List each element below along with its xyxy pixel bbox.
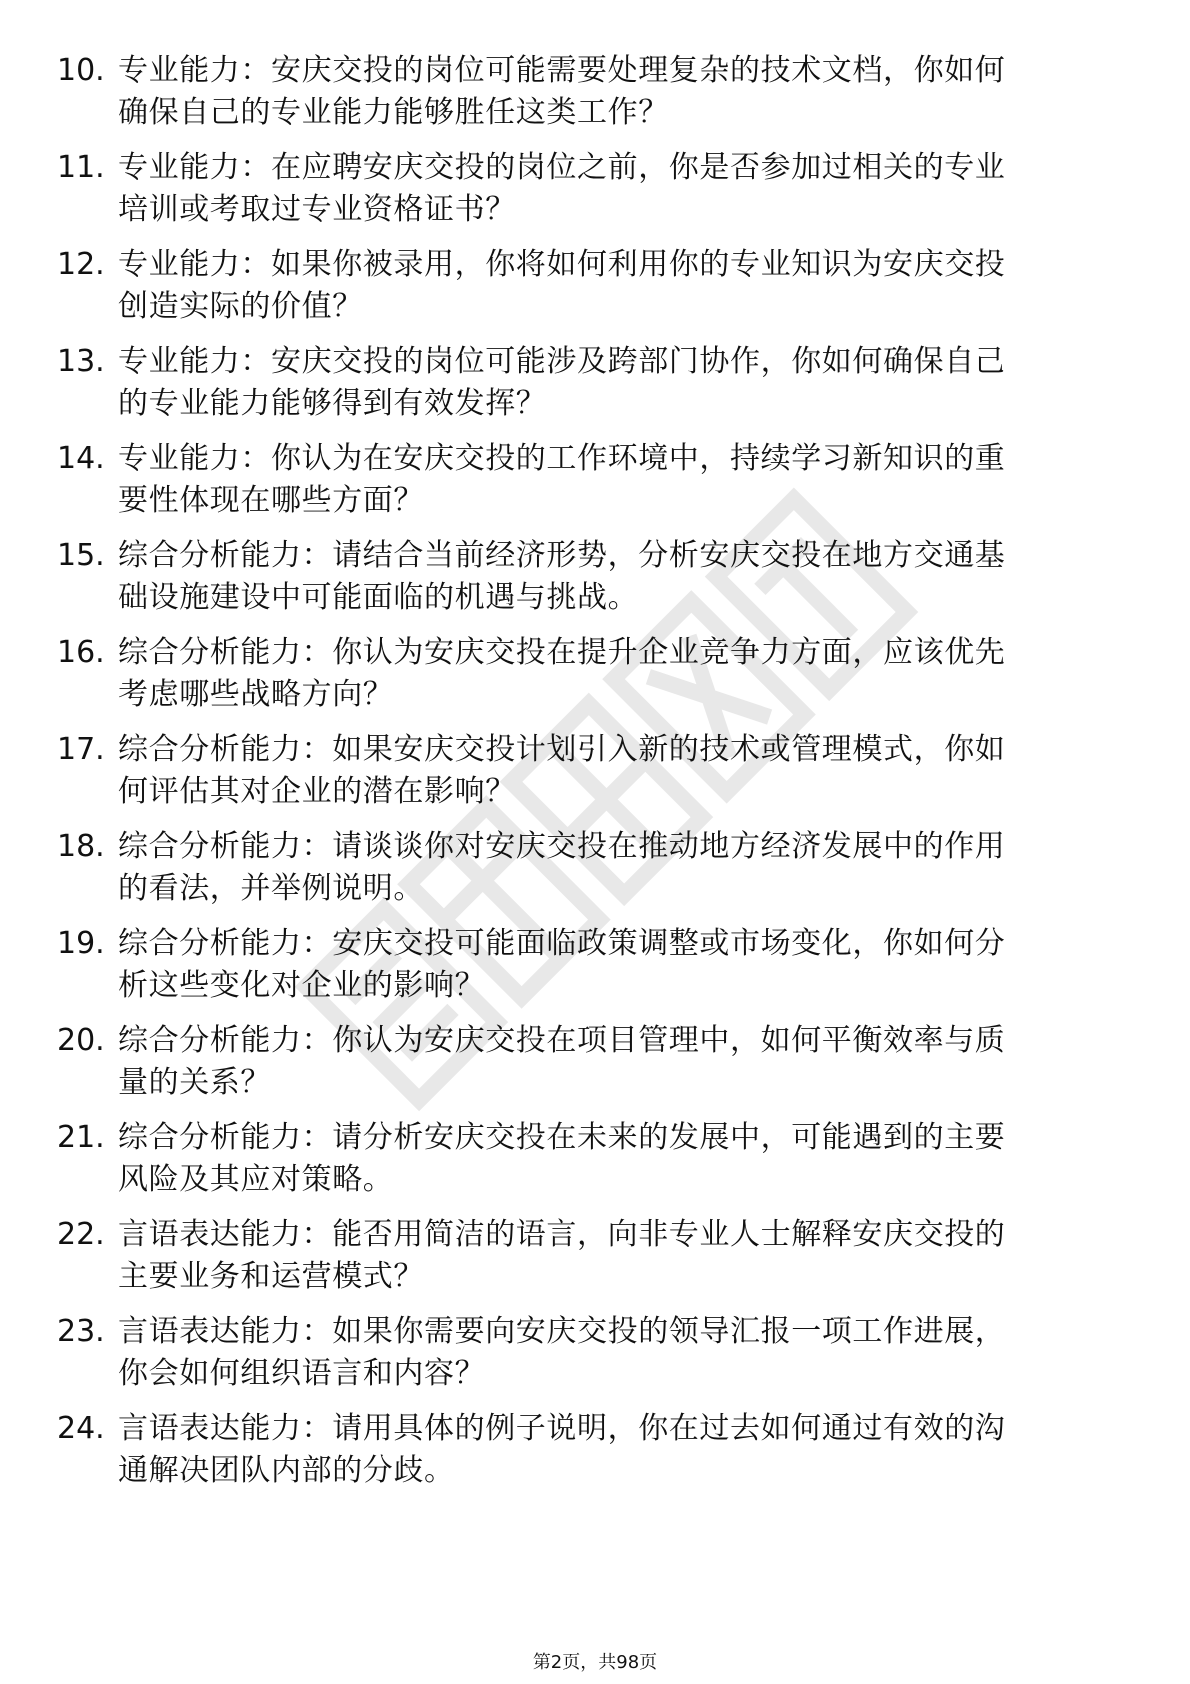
list-item — [0, 535, 1190, 632]
question-number: 16. — [57, 635, 105, 670]
question-text: 言语表达能力：如果你需要向安庆交投的领导汇报一项工作进展，你会如何组织语言和内容？ — [118, 1314, 1006, 1391]
question-text: 专业能力：在应聘安庆交投的岗位之前，你是否参加过相关的专业培训或考取过专业资格证书？ — [118, 150, 1006, 227]
question-text: 综合分析能力：安庆交投可能面临政策调整或市场变化，你如何分析这些变化对企业的影响？ — [118, 926, 1006, 1003]
list-item — [0, 1311, 1190, 1408]
question-text: 综合分析能力：你认为安庆交投在提升企业竞争力方面，应该优先考虑哪些战略方向？ — [118, 635, 1006, 712]
list-item — [0, 1117, 1190, 1214]
question-text: 综合分析能力：请谈谈你对安庆交投在推动地方经济发展中的作用的看法，并举例说明。 — [118, 829, 1006, 906]
list-item — [0, 244, 1190, 341]
question-number: 11. — [57, 150, 105, 185]
question-text: 专业能力：安庆交投的岗位可能涉及跨部门协作，你如何确保自己的专业能力能够得到有效发挥？ — [118, 344, 1006, 421]
question-number: 21. — [57, 1120, 105, 1155]
list-item — [0, 50, 1190, 147]
list-item — [0, 341, 1190, 438]
list-item — [0, 147, 1190, 244]
question-text: 综合分析能力：如果安庆交投计划引入新的技术或管理模式，你如何评估其对企业的潜在影响？ — [118, 732, 1006, 809]
question-text: 综合分析能力：请分析安庆交投在未来的发展中，可能遇到的主要风险及其应对策略。 — [118, 1120, 1006, 1197]
list-item — [0, 826, 1190, 923]
list-item — [0, 632, 1190, 729]
question-number: 18. — [57, 829, 105, 864]
page-number-footer: 第2页，共98页 — [532, 1652, 658, 1673]
list-item — [0, 923, 1190, 1020]
list-item — [0, 438, 1190, 535]
question-number: 15. — [57, 538, 105, 573]
question-number: 14. — [57, 441, 105, 476]
question-list — [0, 50, 1190, 1505]
question-number: 17. — [57, 732, 105, 767]
question-text: 言语表达能力：能否用简洁的语言，向非专业人士解释安庆交投的主要业务和运营模式？ — [118, 1217, 1006, 1294]
question-number: 19. — [57, 926, 105, 961]
question-number: 20. — [57, 1023, 105, 1058]
question-number: 13. — [57, 344, 105, 379]
question-text: 专业能力：你认为在安庆交投的工作环境中，持续学习新知识的重要性体现在哪些方面？ — [118, 441, 1006, 518]
list-item — [0, 729, 1190, 826]
question-text: 综合分析能力：你认为安庆交投在项目管理中，如何平衡效率与质量的关系？ — [118, 1023, 1006, 1100]
question-number: 23. — [57, 1314, 105, 1349]
question-text: 专业能力：安庆交投的岗位可能需要处理复杂的技术文档，你如何确保自己的专业能力能够胜任这类工作？ — [118, 53, 1006, 130]
question-text: 专业能力：如果你被录用，你将如何利用你的专业知识为安庆交投创造实际的价值？ — [118, 247, 1006, 324]
question-number: 10. — [57, 53, 105, 88]
question-text: 言语表达能力：请用具体的例子说明，你在过去如何通过有效的沟通解决团队内部的分歧。 — [118, 1411, 1006, 1488]
list-item — [0, 1214, 1190, 1311]
question-number: 22. — [57, 1217, 105, 1252]
list-item — [0, 1020, 1190, 1117]
question-number: 12. — [57, 247, 105, 282]
question-text: 综合分析能力：请结合当前经济形势，分析安庆交投在地方交通基础设施建设中可能面临的机遇与挑战。 — [118, 538, 1006, 615]
list-item — [0, 1408, 1190, 1505]
question-number: 24. — [57, 1411, 105, 1446]
